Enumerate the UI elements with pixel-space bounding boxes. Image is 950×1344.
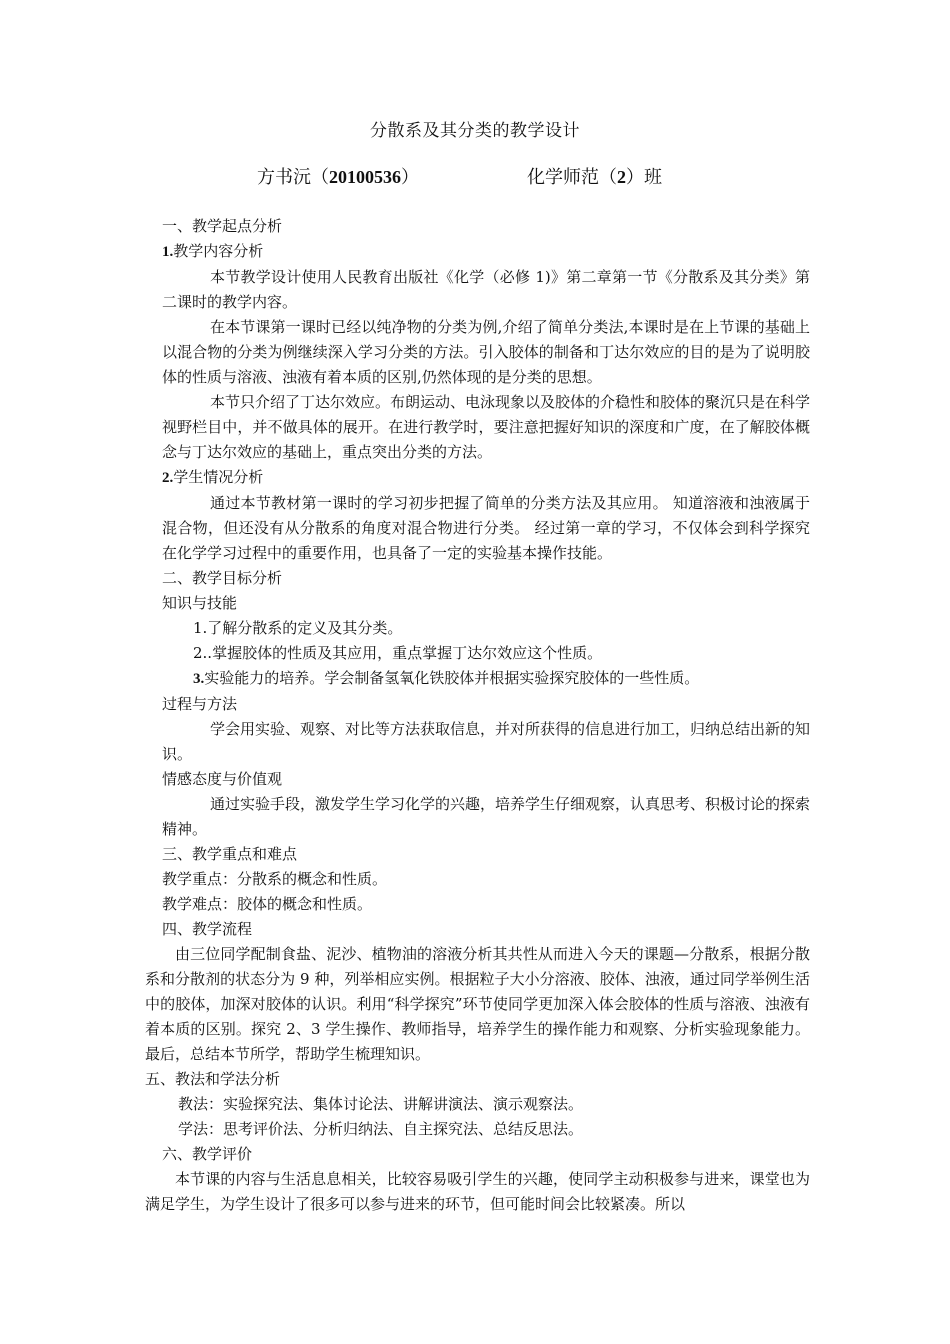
class-prefix: 化学师范（	[527, 167, 617, 188]
goal-item-text: 实验能力的培养。学会制备氢氧化铁胶体并根据实验探究胶体的一些性质。	[204, 669, 700, 687]
subheading-number: 2.	[162, 470, 174, 486]
teaching-method: 教法：实验探究法、集体讨论法、讲解讲演法、演示观察法。	[178, 1095, 584, 1113]
paragraph: 由三位同学配制食盐、泥沙、植物油的溶液分析其共性从而进入今天的课题—分散系，根据分散系和分散剂的状态分为 9 种，列举相应实例。根据粒子大小分溶液、胶体、浊液，通过同学举例生活中的胶体，加深对胶体的认识。利用“科学探究”环节使同学更加深入体会胶体的性质与溶液、浊液有着本质的区别。探究 2、3 学生操作、教师指导，培养学生的操作能力和观察、分析实验现象能力。最后，总结本节所学，帮助学生梳理知识。	[145, 945, 810, 1063]
section-heading-6: 六、教学评价	[162, 1145, 253, 1163]
section-heading-2: 二、教学目标分析	[162, 569, 283, 587]
paragraph: 本节教学设计使用人民教育出版社《化学（必修 1)》第二章第一节《分散系及其分类》第二课时的教学内容。	[162, 268, 810, 311]
section-heading-4: 四、教学流程	[162, 920, 253, 938]
student-id: 20100536	[329, 167, 401, 187]
goal-item: 1.了解分散系的定义及其分类。	[193, 619, 403, 637]
subheading-student-analysis	[145, 465, 810, 491]
paragraph: 本节课的内容与生活息息相关，比较容易吸引学生的兴趣，使同学主动积极参与进来，课堂也为满足学生，为学生设计了很多可以参与进来的环节，但可能时间会比较紧凑。所以	[145, 1170, 810, 1213]
difficult-point: 教学难点：胶体的概念和性质。	[162, 895, 373, 913]
author-info	[257, 163, 419, 189]
document-body	[145, 214, 810, 1217]
subheading-number: 1.	[162, 244, 174, 260]
section-heading-5: 五、教法和学法分析	[145, 1070, 281, 1088]
section-heading-1: 一、教学起点分析	[162, 217, 283, 235]
learning-method: 学法：思考评价法、分析归纳法、自主探究法、总结反思法。	[178, 1120, 584, 1138]
author-name: 方书沅	[257, 167, 311, 188]
paragraph: 通过本节教材第一课时的学习初步把握了简单的分类方法及其应用。 知道溶液和浊液属于混合物，但还没有从分散系的角度对混合物进行分类。 经过第一章的学习，不仅体会到科学探究在化学学习过程中的重要作用，也具备了一定的实验基本操作技能。	[162, 494, 810, 562]
goal-subheading-knowledge: 知识与技能	[162, 594, 238, 612]
goal-subheading-method: 过程与方法	[162, 695, 238, 713]
paragraph: 本节只介绍了丁达尔效应。布朗运动、电泳现象以及胶体的介稳性和胶体的聚沉只是在科学视野栏目中，并不做具体的展开。在进行教学时，要注意把握好知识的深度和广度，在了解胶体概念与丁达尔效应的基础上，重点突出分类的方法。	[162, 393, 811, 461]
goal-item-number: 3.	[193, 671, 205, 687]
class-info	[527, 163, 662, 189]
paren-close: ）	[401, 167, 419, 188]
subheading-content-analysis	[145, 239, 810, 265]
document-title: 分散系及其分类的教学设计	[370, 121, 580, 141]
goal-item	[145, 666, 810, 692]
paragraph: 通过实验手段，激发学生学习化学的兴趣，培养学生仔细观察，认真思考、积极讨论的探索精神。	[162, 795, 811, 838]
goal-subheading-attitude: 情感态度与价值观	[162, 770, 283, 788]
section-heading-3: 三、教学重点和难点	[162, 845, 298, 863]
paragraph: 在本节课第一课时已经以纯净物的分类为例,介绍了简单分类法,本课时是在上节课的基础上以混合物的分类为例继续深入学习分类的方法。引入胶体的制备和丁达尔效应的目的是为了说明胶体的性质与溶液、浊液有着本质的区别,仍然体现的是分类的思想。	[162, 318, 810, 386]
goal-item: 2..掌握胶体的性质及其应用，重点掌握丁达尔效应这个性质。	[193, 644, 603, 662]
class-number: 2	[617, 167, 626, 187]
author-line	[0, 163, 950, 189]
key-point: 教学重点：分散系的概念和性质。	[162, 870, 388, 888]
class-suffix: ）班	[626, 167, 662, 188]
subheading-text: 学生情况分析	[173, 468, 264, 486]
paragraph: 学会用实验、观察、对比等方法获取信息，并对所获得的信息进行加工，归纳总结出新的知识。	[162, 720, 811, 763]
subheading-text: 教学内容分析	[173, 242, 264, 260]
paren-open: （	[311, 167, 329, 188]
